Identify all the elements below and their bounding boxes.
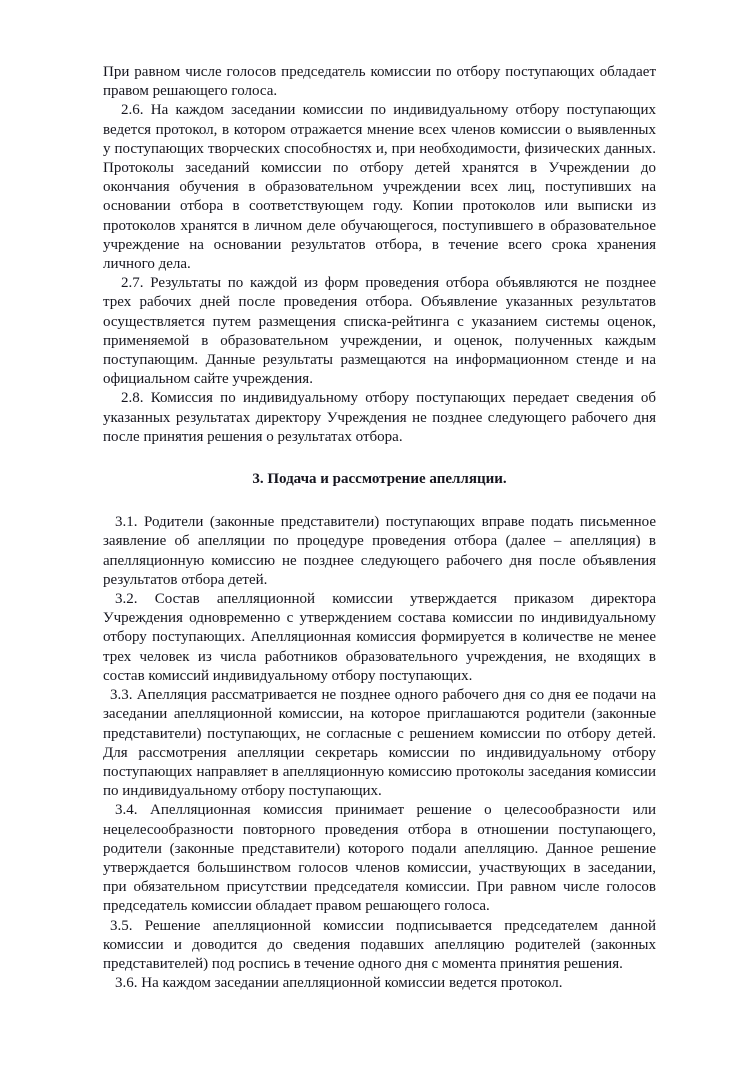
paragraph-2-6: 2.6. На каждом заседании комиссии по индивидуальному отбору поступающих ведется протокол, в котором отражается мнение всех членов комиссии о выявленных у поступающих творческих способностях и, при необходимости, физических данных. Протоколы заседаний комиссии по отбору детей хранятся в Учреждении до окончания обучения в образовательном учреждении всех лиц, поступивших на основании отбора в соответствующем году. Копии протоколов или выписки из протоколов хранятся в личном деле обучающегося, поступившего в образовательное учреждение на основании результатов отбора, в течение всего срока хранения личного дела. <box>103 102 656 273</box>
paragraph-3-4: 3.4. Апелляционная комиссия принимает решение о целесообразности или нецелесообразности повторного проведения отбора в отношении поступающего, родители (законные представители) которого подали апелляцию. Данное решение утверждается большинством голосов членов комиссии, участвующих в заседании, при обязательном присутствии председателя комиссии. При равном числе голосов председатель комиссии обладает правом решающего голоса. <box>103 802 656 915</box>
paragraph-3-1: 3.1. Родители (законные представители) поступающих вправе подать письменное заявление об апелляции по процедуре проведения отбора (далее – апелляция) в апелляционную комиссию не позднее следующего рабочего дня после объявления результатов отбора детей. <box>103 514 656 588</box>
paragraph-2-7: 2.7. Результаты по каждой из форм проведения отбора объявляются не позднее трех рабочих дней после проведения отбора. Объявление указанных результатов осуществляется путем размещения списка-рейтинга с указанием системы оценок, применяемой в образовательном учреждении, и оценок, полученных каждым поступающим. Данные результаты размещаются на информационном стенде и на официальном сайте учреждения. <box>103 275 656 388</box>
paragraph-continuation: При равном числе голосов председатель комиссии по отбору поступающих обладает правом решающего голоса. <box>103 64 656 100</box>
paragraph-3-6: 3.6. На каждом заседании апелляционной комиссии ведется протокол. <box>115 975 563 992</box>
paragraph-3-5: 3.5. Решение апелляционной комиссии подписывается председателем данной комиссии и доводится до сведения подавших апелляцию родителей (законных представителей) под роспись в течение одного дня с момента принятия решения. <box>103 917 656 972</box>
paragraph-3-3: 3.3. Апелляция рассматривается не позднее одного рабочего дня со дня ее подачи на заседании апелляционной комиссии, на которое приглашаются родители (законные представители) поступающих, не согласные с решением комиссии по отбору детей. Для рассмотрения апелляции секретарь комиссии по индивидуальному отбору поступающих направляет в апелляционную комиссию протоколы заседания комиссии по индивидуальному отбору поступающих. <box>103 687 656 800</box>
paragraph-3-2: 3.2. Состав апелляционной комиссии утверждается приказом директора Учреждения одновременно с утверждением состава комиссии по индивидуальному отбору поступающих. Апелляционная комиссия формируется в количестве не менее трех человек из числа работников образовательного учреждения, не входящих в состав комиссий индивидуальному отбору поступающих. <box>103 591 656 684</box>
section-3-heading: 3. Подача и рассмотрение апелляции. <box>252 471 507 488</box>
paragraph-2-8: 2.8. Комиссия по индивидуальному отбору поступающих передает сведения об указанных результатах директору Учреждения не позднее следующего рабочего дня после принятия решения о результатах отбора. <box>103 390 656 445</box>
